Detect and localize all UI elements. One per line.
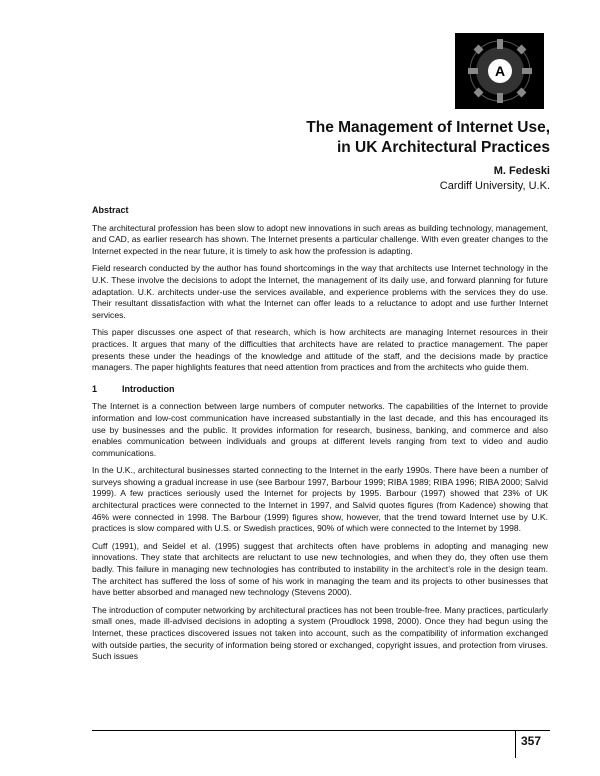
abstract-heading: Abstract: [92, 205, 129, 215]
paper-body: [92, 205, 548, 669]
paper-title: [306, 118, 550, 158]
section-heading: [92, 384, 548, 396]
title-line-2: in UK Architectural Practices: [336, 139, 550, 156]
abstract-paragraph: The architectural profession has been slow to adopt new innovations in such areas as building technology, management, and CAD, as earlier research has shown. The Internet presents a particular challenge. With even greater changes to the Internet expected in the near future, it is timely to ask how the profession is adapting.: [92, 222, 548, 256]
title-line-1: The Management of Internet Use,: [306, 119, 550, 136]
footer-rule: [92, 730, 550, 731]
author-name: M. Fedeski: [493, 165, 550, 177]
body-paragraph: The Internet is a connection between large numbers of computer networks. The capabilities of the Internet to provide information and low-cost communication have increased substantially in the last decade, and this has encouraged its use by businesses and the public. It provides information for research, business, banking, and commerce and also enables communication between individuals and groups at different levels ranging from text to video and audio communications.: [92, 401, 548, 458]
page-number: 357: [521, 734, 542, 748]
body-paragraph: In the U.K., architectural businesses started connecting to the Internet in the early 1990s. There have been a number of surveys showing a gradual increase in use (see Barbour 1997, Barbour 1999; RIBA 1989; RIBA 1996; RIBA 2000; Salvid 1999). A few practices seriously used the Internet for projects by 1995. Barbour (1997) showed that 23% of UK architectural practices were connected to the Internet in 1997, and Salvid quotes figures (from Kadence) showing that 46% were connected in 1998. The Barbour (1999) figures show, however, that the trend toward Internet use by U.K. practices is slow compared with U.S. or Swedish practices, 90% of which were connected to the Internet by 1998.: [92, 465, 548, 534]
body-paragraph: The introduction of computer networking by architectural practices has not been trouble-free. Many practices, particularly small ones, made ill-advised decisions in adopting a system (Proudlock 1998, 2000). Once they had begun using the Internet, these practices discovered issues not taken into account, such as the compatibility of information exchanged with outside parties, the security of information being stored or exchanged, copyright issues, and protection from viruses. Such issues: [92, 604, 548, 662]
conference-logo: [455, 33, 544, 109]
section-number: 1: [92, 383, 98, 394]
abstract-paragraph: Field research conducted by the author has found shortcomings in the way that architects use Internet technology in the U.K. These involve the decisions to adopt the Internet, the management of its daily use, and forward planning for future adaptation. U.K. architects under-use the services available, and experience problems with the services they do use. Their resultant dissatisfaction with what the Internet can offer leads to a reluctance to adopt and use further Internet services.: [92, 263, 548, 320]
abstract-paragraph: This paper discusses one aspect of that research, which is how architects are managing Internet resources in their practices. It argues that many of the difficulties that architects have are related to practice management. The paper presents these under the headings of the knowledge and attitude of the staff, and the decisions made by practice managers. The paper highlights features that need attention from practices and from the architects who guide them.: [92, 327, 548, 373]
footer-divider: [515, 730, 516, 758]
author-affiliation: Cardiff University, U.K.: [439, 180, 550, 192]
logo-letter: A: [494, 63, 506, 79]
section-title: Introduction: [122, 383, 175, 394]
gear-emblem-icon: [455, 33, 544, 109]
body-paragraph: Cuff (1991), and Seidel et al. (1995) suggest that architects often have problems in adopting and managing new innovations. They state that architects are reluctant to use new technologies, and when they do, they often use them badly. This failure in managing new technologies has contributed to instability in the architect’s role in the design team. The architect has suffered the loss of some of his work in managing the team and its projects to other businesses that have better absorbed and managed new technology (Stevens 2000).: [92, 540, 548, 598]
author-block: [440, 164, 550, 194]
